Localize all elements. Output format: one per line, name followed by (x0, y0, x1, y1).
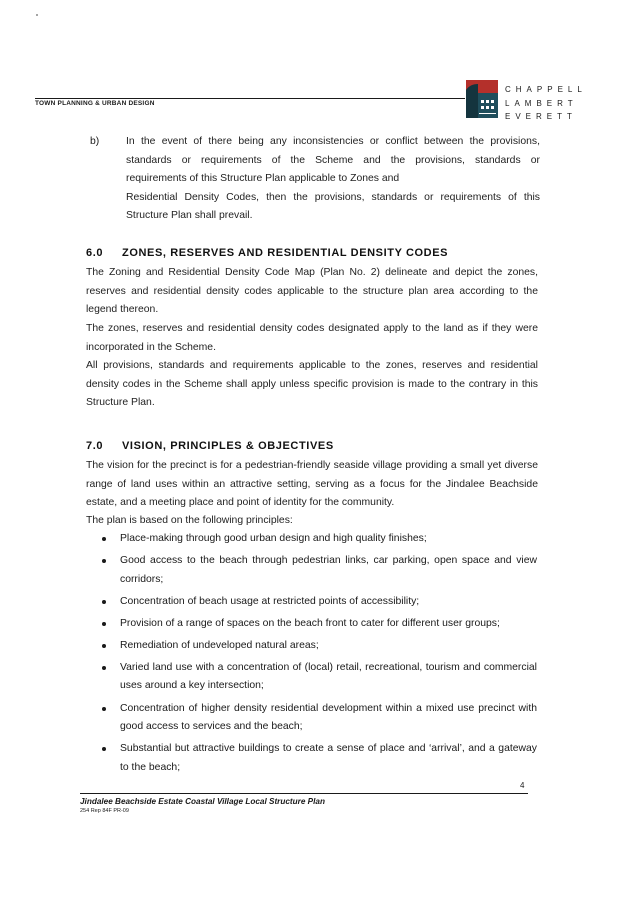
section-heading (86, 440, 334, 452)
list-item-text: Concentration of beach usage at restricted points of accessibility; (120, 595, 420, 607)
list-item (102, 552, 537, 589)
principles-list (102, 530, 537, 781)
clause-b-text (126, 133, 540, 226)
list-item-text: Varied land use with a concentration of (local) retail, recreational, tourism and commercial uses around a key intersection; (120, 661, 537, 692)
bullet-icon (102, 644, 106, 648)
bullet-icon (102, 600, 106, 604)
section-number: 7.0 (86, 440, 104, 452)
list-item-text: Concentration of higher density residential development within a mixed use precinct with good access to services and the beach; (120, 702, 537, 733)
bullet-icon (102, 537, 106, 541)
page-number: 4 (520, 781, 525, 790)
bullet-icon (102, 707, 106, 711)
list-item (102, 740, 537, 777)
clause-line: Structure Plan shall prevail. (126, 210, 253, 221)
list-item (102, 700, 537, 737)
list-item-text: Good access to the beach through pedestrian links, car parking, open space and view corridors; (120, 555, 537, 585)
scan-speck (36, 14, 38, 16)
clause-line: standards or requirements of the Scheme and the provisions, standards or (126, 154, 540, 166)
bullet-icon (102, 747, 106, 751)
footer-reference: 254 Rep 84F PR-09 (80, 808, 129, 814)
principles-lead: The plan is based on the following principles: (86, 515, 293, 526)
list-item (102, 659, 537, 696)
list-item-text: Place-making through good urban design and high quality finishes; (120, 533, 427, 544)
list-item-text: Provision of a range of spaces on the beach front to cater for different user groups; (120, 617, 500, 629)
company-logo-wordmark (505, 83, 587, 124)
list-item (102, 637, 537, 656)
footer-rule (80, 793, 528, 794)
bullet-icon (102, 559, 106, 563)
clause-label: b) (90, 136, 100, 147)
logo-line: CHAPPELL (505, 85, 587, 94)
company-logo-icon (466, 80, 498, 118)
section-title: ZONES, RESERVES AND RESIDENTIAL DENSITY CODES (122, 247, 449, 259)
list-item (102, 530, 537, 549)
section-6-paragraph: The Zoning and Residential Density Code Map (Plan No. 2) delineate and depict the zones, reserves and residential density codes applicable to the structure plan area according to the legend thereon. (86, 267, 538, 315)
clause-line: requirements of this Structure Plan applicable to Zones and (126, 173, 400, 184)
logo-line: LAMBERT (505, 98, 578, 108)
section-heading (86, 247, 448, 259)
header-rule (35, 98, 465, 99)
list-item (102, 593, 537, 612)
section-title: VISION, PRINCIPLES & OBJECTIVES (122, 440, 334, 452)
list-item (102, 615, 537, 634)
logo-line: EVERETT (505, 112, 577, 121)
list-item-text: Substantial but attractive buildings to create a sense of place and ‘arrival’, and a gateway to the beach; (120, 743, 537, 773)
clause-line: Residential Density Codes, then the provisions, standards or requirements of this (126, 191, 540, 203)
clause-line: In the event of there being any inconsistencies or conflict between the provisions, (126, 136, 540, 147)
section-6-paragraph: The zones, reserves and residential density codes designated apply to the land as if they were incorporated in the Scheme. (86, 323, 538, 353)
list-item-text: Remediation of undeveloped natural areas; (120, 639, 319, 651)
section-6-paragraph: All provisions, standards and requirements applicable to the zones, reserves and residential density codes in the Scheme shall apply unless specific provision is made to the contrary in this Structure Plan. (86, 360, 538, 408)
section-7-intro: The vision for the precinct is for a pedestrian-friendly seaside village providing a small yet diverse range of land uses within an attractive setting, serving as a focus for the Jindalee Beachside estate, and a meeting place and point of identity for the community. (86, 460, 538, 508)
header-section-label: TOWN PLANNING & URBAN DESIGN (35, 100, 155, 107)
bullet-icon (102, 666, 106, 670)
section-number: 6.0 (86, 247, 104, 259)
footer-document-title: Jindalee Beachside Estate Coastal Village Local Structure Plan (80, 797, 325, 806)
bullet-icon (102, 622, 106, 626)
